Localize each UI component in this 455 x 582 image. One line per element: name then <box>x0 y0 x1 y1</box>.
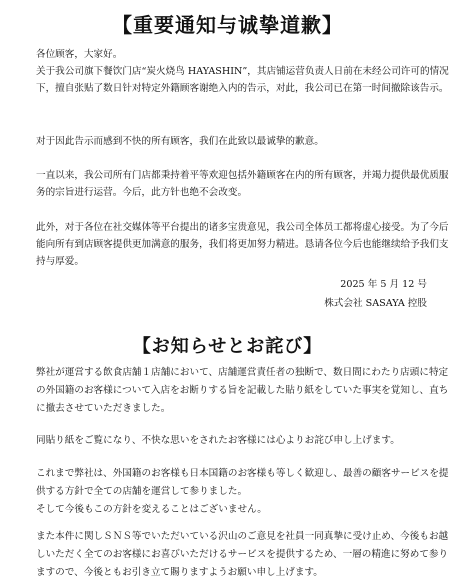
chinese-paragraph-3: 一直以来，我公司所有门店都秉持着平等欢迎包括外籍顾客在内的所有顾客，并竭力提供最优质服务的宗旨进行运营。今后，此方针也绝不会改变。 <box>36 170 449 198</box>
chinese-company-name: 株式会社 SASAYA 控股 <box>324 298 427 309</box>
japanese-notice-title: 【お知らせとお詫び】 <box>132 336 323 357</box>
chinese-notice-title: 【重要通知与诚挚道歉】 <box>112 13 343 37</box>
chinese-paragraph-2: 对于因此告示而感到不快的所有顾客，我们在此致以最诚挚的歉意。 <box>36 136 324 147</box>
chinese-paragraph-4: 此外，对于各位在社交媒体等平台提出的诸多宝贵意见，我公司全体员工都将虚心接受。为了今后能向所有到店顾客提供更加满意的服务，我们将更加努力精进。恳请各位今后也能继续给予我们支持与厚爱。 <box>36 222 449 267</box>
japanese-paragraph-3b: そして今後もこの方針を変えることはございません。 <box>36 504 267 515</box>
chinese-paragraph-1: 关于我公司旗下餐饮门店“炭火烧鸟 HAYASHIN”，其店铺运营负责人日前在未经公司许可的情况下，擅自张贴了数日针对特定外籍顾客谢绝入内的告示，对此，我公司已在第一时间撤除该告示。 <box>36 66 449 94</box>
japanese-paragraph-4: また本件に関しＳＮＳ等でいただいている沢山のご意見を社員一同真摯に受け止め、今後もお越しいただく全てのお客様にお喜びいただけるサービスを提供するため、一層の精進に努めて参りますので、今後ともお引き立て賜りますようお願い申し上げます。 <box>36 531 449 578</box>
chinese-date: 2025 年 5 月 12 号 <box>340 279 427 290</box>
japanese-paragraph-2: 同貼り紙をご覧になり、不快な思いをされたお客様には心よりお詫び申し上げます。 <box>36 435 400 446</box>
chinese-greeting: 各位顾客，大家好。 <box>36 49 123 60</box>
japanese-paragraph-1: 弊社が運営する飲食店舗１店舗において、店舗運営責任者の独断で、数日間にわたり店頭に特定の外国籍のお客様について入店をお断りする旨を記載した貼り紙をしていた事実を覚知し、直ちに撤去させていただきました。 <box>36 367 449 414</box>
japanese-paragraph-3a: これまで弊社は、外国籍のお客様も日本国籍のお客様も等しく歓迎し、最善の顧客サービスを提供する方針で全ての店舗を運営して参りました。 <box>36 468 449 497</box>
